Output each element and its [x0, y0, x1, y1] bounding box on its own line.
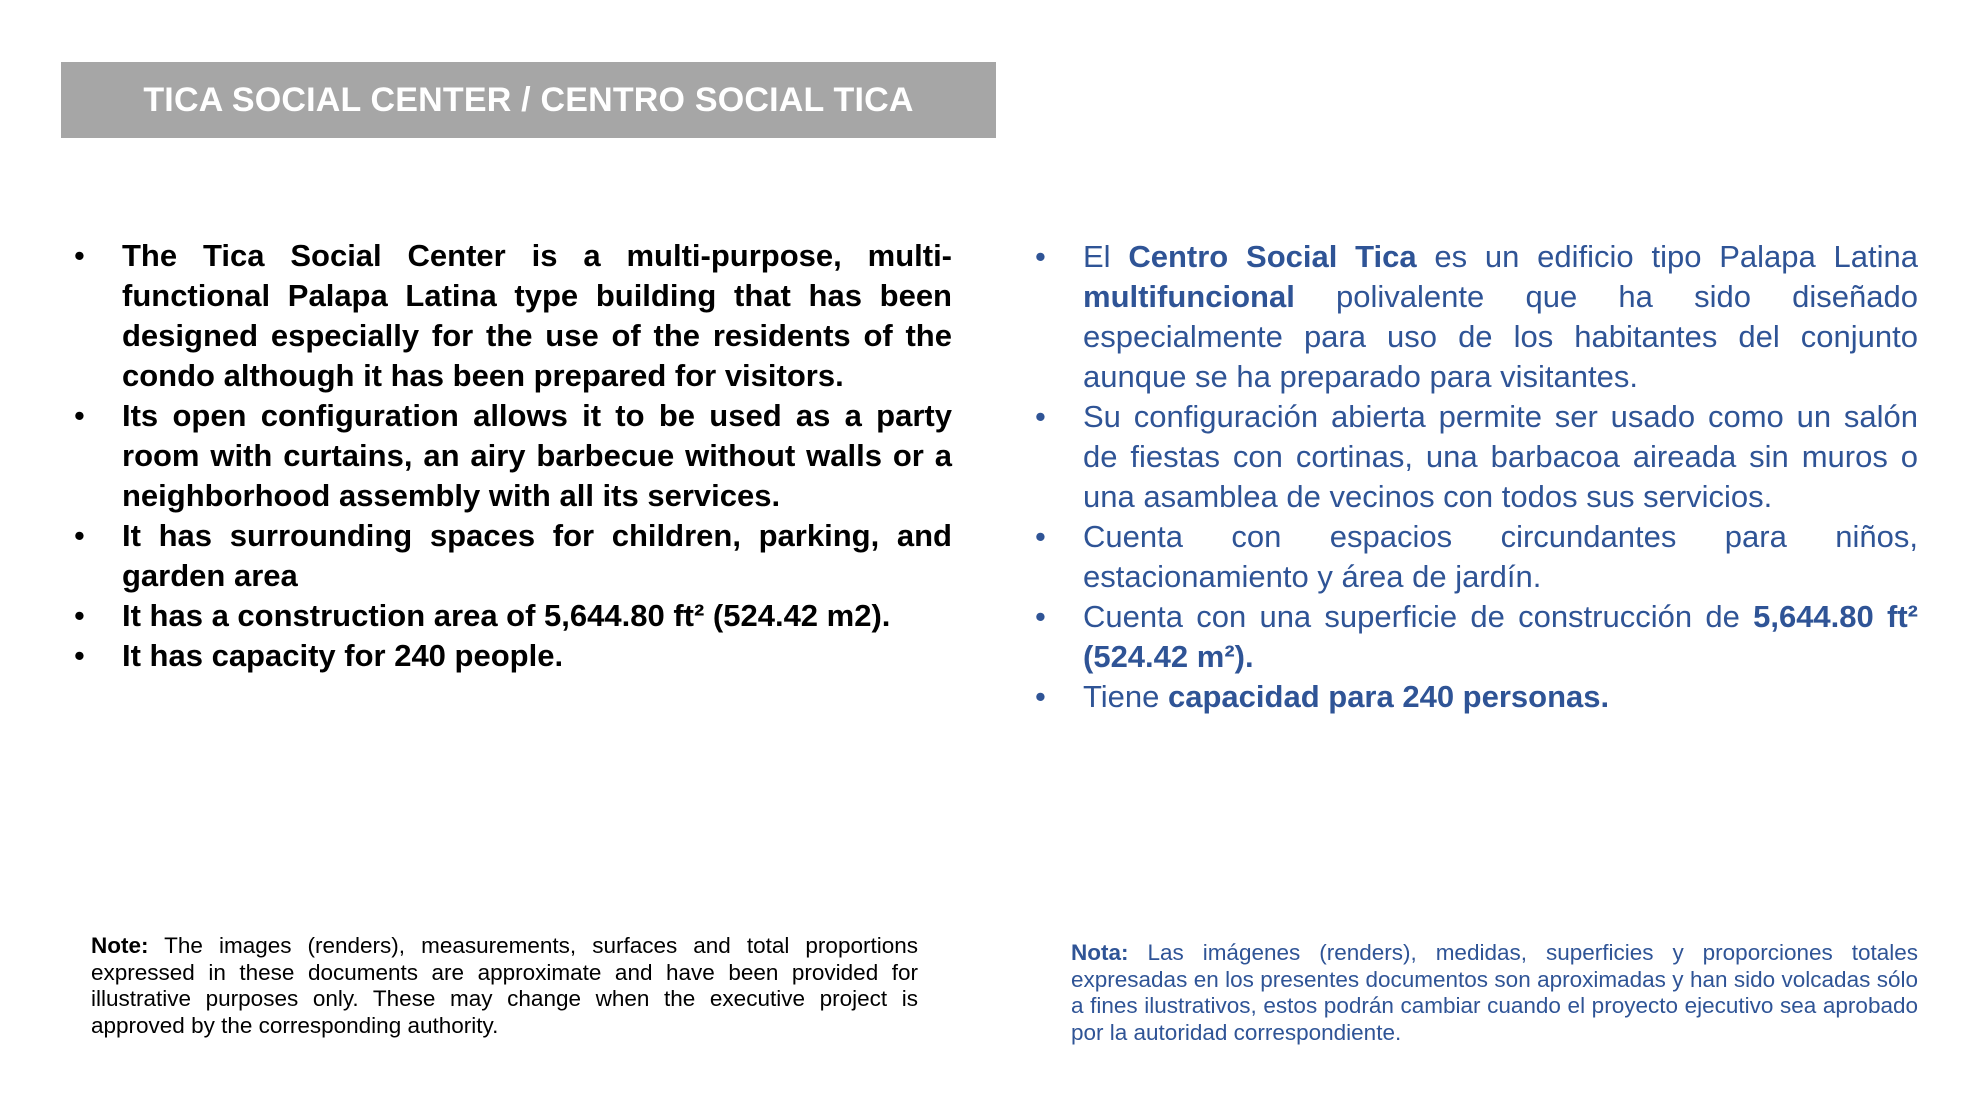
text: El: [1083, 239, 1129, 274]
text: Cuenta con una superficie de construcción de: [1083, 599, 1754, 634]
spanish-bullet-3: • Cuenta con espacios circundantes para niños, estacionamiento y área de jardín.: [1035, 517, 1918, 597]
english-bullet-4: • It has a construction area of 5,644.80 ft² (524.42 m2).: [74, 596, 952, 636]
note-text: Las imágenes (renders), medidas, superficies y proporciones totales expresadas en los presentes documentos son aproximadas y han sido volcadas sólo a fines ilustrativos, estos podrán cambiar cuando el proyecto ejecutivo sea aprobado por la autoridad correspondiente.: [1071, 940, 1918, 1045]
bold-text: 5,644.80 ft² (524.42 m²).: [1083, 599, 1918, 674]
page-title: TICA SOCIAL CENTER / CENTRO SOCIAL TICA: [143, 80, 914, 119]
spanish-note: [1071, 940, 1918, 1046]
english-bullet-list: [74, 236, 952, 676]
english-bullet-1: • The Tica Social Center is a multi-purpose, multi-functional Palapa Latina type building that has been designed especially for the use of the residents of the condo although it has been prepared for visitors.: [74, 236, 952, 396]
english-bullet-3: • It has surrounding spaces for children, parking, and garden area: [74, 516, 952, 596]
bold-text: capacidad para 240 personas.: [1168, 679, 1610, 714]
spanish-bullet-list: [1035, 237, 1918, 717]
english-bullet-2: • Its open configuration allows it to be used as a party room with curtains, an airy barbecue without walls or a neighborhood assembly with all its services.: [74, 396, 952, 516]
english-bullet-5: • It has capacity for 240 people.: [74, 636, 952, 676]
text: Tiene: [1083, 679, 1169, 714]
spanish-bullet-1: [1035, 237, 1918, 397]
note-label: Nota:: [1071, 940, 1129, 965]
bold-text: Centro Social Tica: [1128, 239, 1417, 274]
english-note: [91, 933, 918, 1039]
bold-text: multifuncional: [1083, 279, 1295, 314]
text: polivalente que ha sido diseñado especialmente para uso de los habitantes del conjunto aunque se ha preparado para visitantes.: [1083, 279, 1918, 394]
title-banner: [61, 62, 996, 138]
spanish-bullet-5: [1035, 677, 1918, 717]
note-label: Note:: [91, 933, 149, 958]
spanish-bullet-2: • Su configuración abierta permite ser usado como un salón de fiestas con cortinas, una barbacoa aireada sin muros o una asamblea de vecinos con todos sus servicios.: [1035, 397, 1918, 517]
note-text: The images (renders), measurements, surfaces and total proportions expressed in these documents are approximate and have been provided for illustrative purposes only. These may change when the executive project is approved by the corresponding authority.: [91, 933, 918, 1038]
text: es un edificio tipo Palapa Latina: [1416, 239, 1918, 274]
spanish-bullet-4: [1035, 597, 1918, 677]
